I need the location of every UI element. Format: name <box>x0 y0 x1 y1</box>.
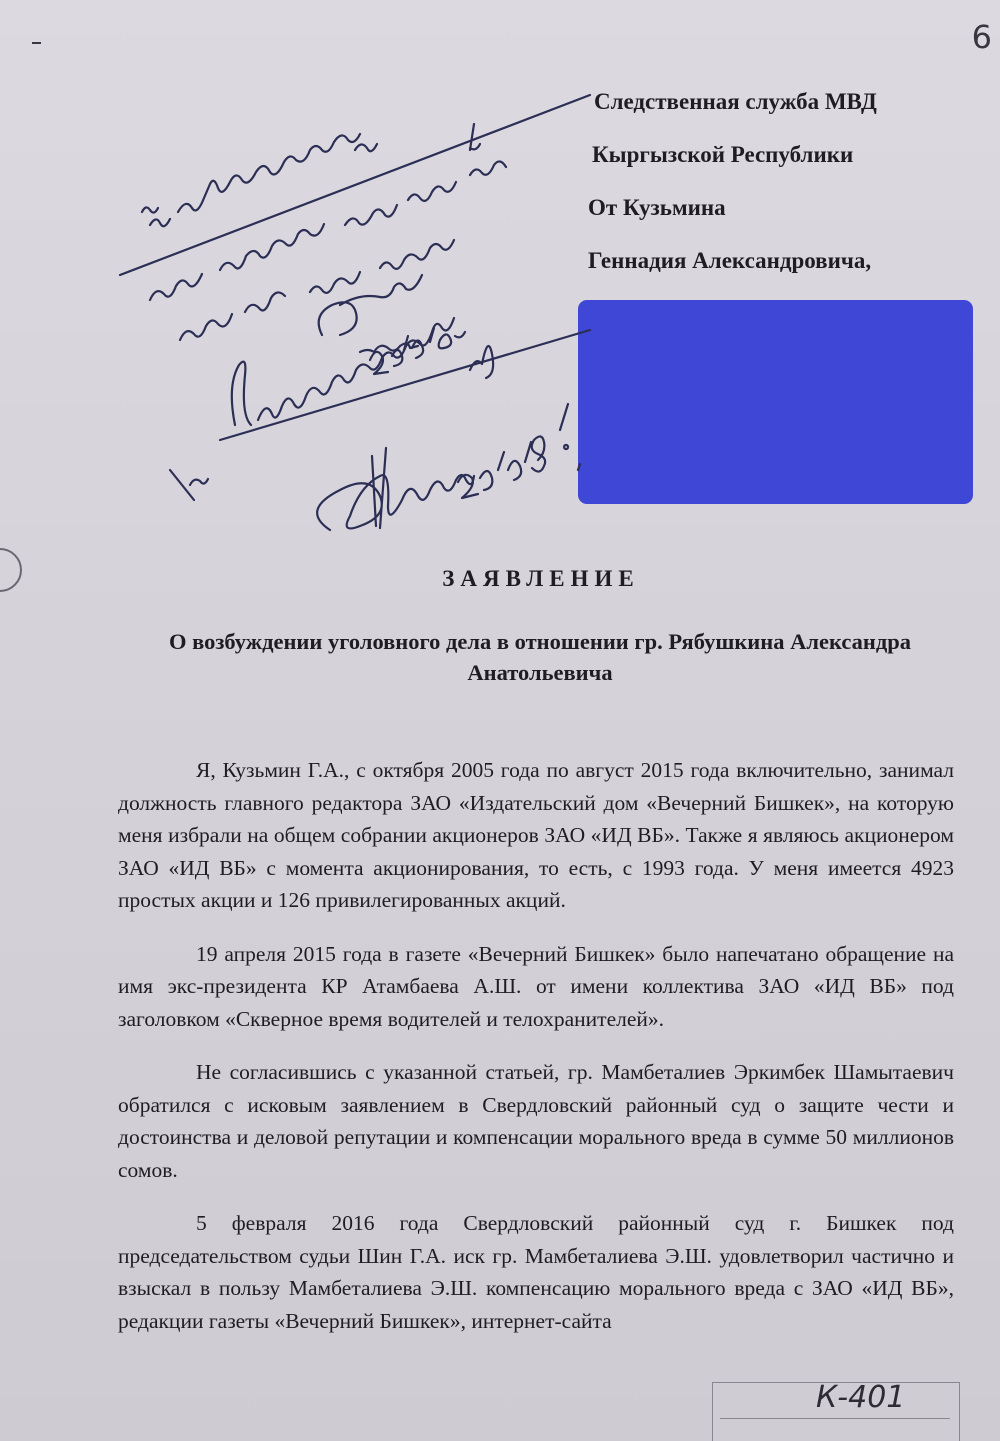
registration-number: К-401 <box>816 1380 906 1415</box>
document-body <box>118 754 954 1358</box>
stamp-divider <box>720 1418 950 1419</box>
addressee-line-4: Геннадия Александровича, <box>588 248 872 273</box>
paragraph-3: Не согласившись с указанной статьей, гр. Мамбеталиев Эркимбек Шамытаевич обратился с исковым заявлением в Свердловский районный суд о защите чести и достоинства и деловой репутации и компенсации морального вреда в сумме 50 миллионов сомов. <box>118 1060 954 1182</box>
paragraph-4: 5 февраля 2016 года Свердловский районный суд г. Бишкек под председательством судьи Шин Г.А. иск гр. Мамбеталиева Э.Ш. удовлетворил частично и взыскал в пользу Мамбеталиева Э.Ш. компенсацию морального вреда с ЗАО «ИД ВБ», редакции газеты «Вечерний Бишкек», интернет-сайта <box>118 1211 954 1333</box>
paragraph-1: Я, Кузьмин Г.А., с октября 2005 года по август 2015 года включительно, занимал должность главного редактора ЗАО «Издательский дом «Вечерний Бишкек», на которую меня избрали на общем собрании акционеров ЗАО «ИД ВБ». Также я являюсь акционером ЗАО «ИД ВБ» с момента акционирования, то есть, с 1993 года. У меня имеется 4923 простых акции и 126 привилегированных акций. <box>118 758 954 912</box>
handwritten-resolution-scribble <box>0 0 1000 560</box>
document-subtitle: О возбуждении уголовного дела в отношении гр. Рябушкина Александра Анатольевича <box>169 629 911 685</box>
addressee-line-3: От Кузьмина <box>588 195 726 220</box>
addressee-line-1: Следственная служба МВД <box>594 89 877 114</box>
page-number: 6 <box>971 18 992 56</box>
addressee-line-2: Кыргызской Республики <box>592 142 854 167</box>
paragraph-2: 19 апреля 2015 года в газете «Вечерний Бишкек» было напечатано обращение на имя экс-президента КР Атамбаева А.Ш. от имени коллектива ЗАО «ИД ВБ» под заголовком «Скверное время водителей и телохранителей». <box>118 941 954 1031</box>
document-title: ЗАЯВЛЕНИЕ <box>442 566 640 591</box>
